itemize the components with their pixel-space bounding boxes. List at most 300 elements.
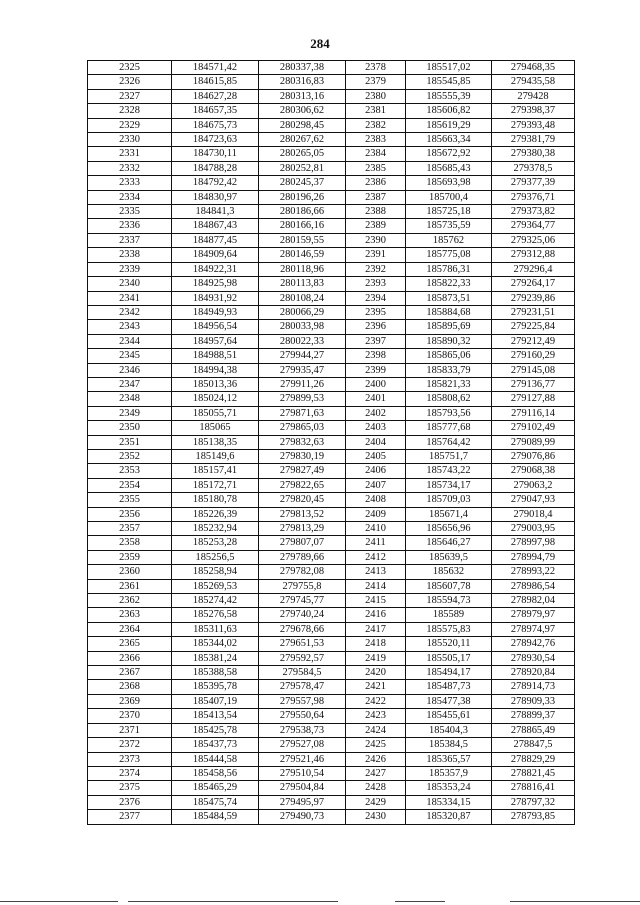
- table-cell: 278997,98: [492, 536, 575, 550]
- table-cell: 2426: [346, 752, 406, 766]
- table-cell: 279495,97: [259, 795, 346, 809]
- table-cell: 278865,49: [492, 723, 575, 737]
- table-cell: 185465,29: [172, 781, 259, 795]
- table-cell: 2386: [346, 176, 406, 190]
- table-cell: 279102,49: [492, 421, 575, 435]
- table-cell: 184867,43: [172, 219, 259, 233]
- table-cell: 279380,38: [492, 147, 575, 161]
- table-cell: 280265,05: [259, 147, 346, 161]
- table-cell: 2406: [346, 464, 406, 478]
- table-cell: 2362: [88, 594, 172, 608]
- table-cell: 185413,54: [172, 709, 259, 723]
- table-cell: 185065: [172, 421, 259, 435]
- table-cell: 2419: [346, 651, 406, 665]
- table-cell: 184627,28: [172, 89, 259, 103]
- table-cell: 2389: [346, 219, 406, 233]
- table-cell: 279865,03: [259, 421, 346, 435]
- table-cell: 280337,38: [259, 61, 346, 75]
- table-row: [88, 507, 575, 521]
- table-row: [88, 75, 575, 89]
- table-cell: 185157,41: [172, 464, 259, 478]
- table-cell: 2396: [346, 320, 406, 334]
- table-row: [88, 622, 575, 636]
- table-cell: 185320,87: [406, 810, 492, 824]
- table-cell: 2366: [88, 651, 172, 665]
- table-cell: 278974,97: [492, 622, 575, 636]
- table-cell: 2364: [88, 622, 172, 636]
- table-cell: 280118,96: [259, 262, 346, 276]
- table-cell: 185344,02: [172, 637, 259, 651]
- table-cell: 279160,29: [492, 349, 575, 363]
- table-cell: 279231,51: [492, 305, 575, 319]
- table-cell: 279325,06: [492, 233, 575, 247]
- table-cell: 2342: [88, 305, 172, 319]
- table-cell: 185632: [406, 565, 492, 579]
- table-cell: 2341: [88, 291, 172, 305]
- table-cell: 2427: [346, 766, 406, 780]
- table-cell: 2377: [88, 810, 172, 824]
- table-row: [88, 392, 575, 406]
- table-row: [88, 406, 575, 420]
- table-cell: 185455,61: [406, 709, 492, 723]
- table-row: [88, 694, 575, 708]
- table-cell: 278899,37: [492, 709, 575, 723]
- table-row: [88, 377, 575, 391]
- table-cell: 185672,92: [406, 147, 492, 161]
- table-cell: 185365,57: [406, 752, 492, 766]
- table-cell: 2409: [346, 507, 406, 521]
- table-cell: 280245,37: [259, 176, 346, 190]
- table-cell: 2343: [88, 320, 172, 334]
- table-cell: 185437,73: [172, 738, 259, 752]
- table-row: [88, 104, 575, 118]
- table-cell: 184723,63: [172, 133, 259, 147]
- table-cell: 185890,32: [406, 334, 492, 348]
- table-cell: 2363: [88, 608, 172, 622]
- table-cell: 279832,63: [259, 435, 346, 449]
- table-cell: 185743,22: [406, 464, 492, 478]
- table-cell: 185458,56: [172, 766, 259, 780]
- table-cell: 279651,53: [259, 637, 346, 651]
- table-cell: 278797,32: [492, 795, 575, 809]
- table-cell: 279521,46: [259, 752, 346, 766]
- table-cell: 279911,26: [259, 377, 346, 391]
- table-cell: 279740,24: [259, 608, 346, 622]
- table-cell: 279127,88: [492, 392, 575, 406]
- table-cell: 185180,78: [172, 493, 259, 507]
- table-cell: 2401: [346, 392, 406, 406]
- table-cell: 278994,79: [492, 550, 575, 564]
- table-cell: 185407,19: [172, 694, 259, 708]
- table-row: [88, 680, 575, 694]
- table-row: [88, 435, 575, 449]
- table-cell: 279312,88: [492, 248, 575, 262]
- table-cell: 184925,98: [172, 277, 259, 291]
- coordinates-table-body: [88, 61, 575, 825]
- table-cell: 185172,71: [172, 478, 259, 492]
- table-cell: 279782,08: [259, 565, 346, 579]
- table-cell: 185269,53: [172, 579, 259, 593]
- table-cell: 184675,73: [172, 118, 259, 132]
- table-cell: 2387: [346, 190, 406, 204]
- table-cell: 2329: [88, 118, 172, 132]
- table-row: [88, 262, 575, 276]
- table-cell: 2375: [88, 781, 172, 795]
- table-cell: 185606,82: [406, 104, 492, 118]
- table-row: [88, 795, 575, 809]
- table-cell: 2423: [346, 709, 406, 723]
- table-cell: 280113,83: [259, 277, 346, 291]
- table-cell: 185425,78: [172, 723, 259, 737]
- table-row: [88, 651, 575, 665]
- table-cell: 2390: [346, 233, 406, 247]
- table-cell: 185777,68: [406, 421, 492, 435]
- table-row: [88, 579, 575, 593]
- table-row: [88, 666, 575, 680]
- table-cell: 279789,66: [259, 550, 346, 564]
- table-cell: 2398: [346, 349, 406, 363]
- table-cell: 185895,69: [406, 320, 492, 334]
- table-cell: 278986,54: [492, 579, 575, 593]
- table-cell: 185685,43: [406, 161, 492, 175]
- table-row: [88, 536, 575, 550]
- table-cell: 185024,12: [172, 392, 259, 406]
- table-cell: 2360: [88, 565, 172, 579]
- table-cell: 279364,77: [492, 219, 575, 233]
- table-cell: 280033,98: [259, 320, 346, 334]
- table-cell: 2402: [346, 406, 406, 420]
- table-cell: 2370: [88, 709, 172, 723]
- table-cell: 2365: [88, 637, 172, 651]
- table-cell: 2334: [88, 190, 172, 204]
- table-cell: 2361: [88, 579, 172, 593]
- table-cell: 184994,38: [172, 363, 259, 377]
- table-cell: 2325: [88, 61, 172, 75]
- table-row: [88, 781, 575, 795]
- table-cell: 278982,04: [492, 594, 575, 608]
- table-cell: 279807,07: [259, 536, 346, 550]
- table-cell: 2327: [88, 89, 172, 103]
- table-cell: 2340: [88, 277, 172, 291]
- table-cell: 278914,73: [492, 680, 575, 694]
- table-cell: 2388: [346, 205, 406, 219]
- table-cell: 185138,35: [172, 435, 259, 449]
- table-cell: 279145,08: [492, 363, 575, 377]
- table-cell: 185822,33: [406, 277, 492, 291]
- table-cell: 2369: [88, 694, 172, 708]
- table-cell: 185276,58: [172, 608, 259, 622]
- table-cell: 184571,42: [172, 61, 259, 75]
- table-cell: 2429: [346, 795, 406, 809]
- footer-rule: [510, 901, 640, 902]
- table-cell: 2373: [88, 752, 172, 766]
- table-row: [88, 305, 575, 319]
- table-cell: 185494,17: [406, 666, 492, 680]
- table-cell: 2332: [88, 161, 172, 175]
- table-cell: 185884,68: [406, 305, 492, 319]
- table-cell: 184657,35: [172, 104, 259, 118]
- table-cell: 2356: [88, 507, 172, 521]
- table-cell: 185646,27: [406, 536, 492, 550]
- table-cell: 185775,08: [406, 248, 492, 262]
- table-row: [88, 608, 575, 622]
- table-cell: 2384: [346, 147, 406, 161]
- table-cell: 2421: [346, 680, 406, 694]
- table-row: [88, 118, 575, 132]
- footer-rule: [0, 901, 118, 902]
- table-cell: 2394: [346, 291, 406, 305]
- table-cell: 279578,47: [259, 680, 346, 694]
- table-cell: 2353: [88, 464, 172, 478]
- table-row: [88, 565, 575, 579]
- table-cell: 2418: [346, 637, 406, 651]
- table-cell: 278816,41: [492, 781, 575, 795]
- table-cell: 279376,71: [492, 190, 575, 204]
- table-row: [88, 478, 575, 492]
- table-cell: 278793,85: [492, 810, 575, 824]
- table-cell: 280066,29: [259, 305, 346, 319]
- table-cell: 185764,42: [406, 435, 492, 449]
- table-cell: 279063,2: [492, 478, 575, 492]
- table-cell: 184909,64: [172, 248, 259, 262]
- table-cell: 2352: [88, 449, 172, 463]
- table-cell: 279820,45: [259, 493, 346, 507]
- table-cell: 2411: [346, 536, 406, 550]
- table-cell: 279003,95: [492, 522, 575, 536]
- table-cell: 280159,55: [259, 233, 346, 247]
- table-cell: 279527,08: [259, 738, 346, 752]
- table-cell: 2403: [346, 421, 406, 435]
- table-cell: 185388,58: [172, 666, 259, 680]
- table-cell: 2326: [88, 75, 172, 89]
- table-cell: 279373,82: [492, 205, 575, 219]
- table-cell: 184792,42: [172, 176, 259, 190]
- table-cell: 278930,54: [492, 651, 575, 665]
- table-cell: 185639,5: [406, 550, 492, 564]
- table-row: [88, 277, 575, 291]
- table-cell: 184877,45: [172, 233, 259, 247]
- table-cell: 279490,73: [259, 810, 346, 824]
- table-cell: 185762: [406, 233, 492, 247]
- table-cell: 2346: [88, 363, 172, 377]
- table-cell: 2407: [346, 478, 406, 492]
- table-cell: 280252,81: [259, 161, 346, 175]
- table-cell: 2337: [88, 233, 172, 247]
- table-cell: 185475,74: [172, 795, 259, 809]
- table-cell: 2351: [88, 435, 172, 449]
- table-cell: 2415: [346, 594, 406, 608]
- table-cell: 278829,29: [492, 752, 575, 766]
- table-cell: 185055,71: [172, 406, 259, 420]
- table-cell: 279116,14: [492, 406, 575, 420]
- table-cell: 185873,51: [406, 291, 492, 305]
- table-cell: 279678,66: [259, 622, 346, 636]
- table-cell: 279296,4: [492, 262, 575, 276]
- table-cell: 279068,38: [492, 464, 575, 478]
- page-number: 284: [310, 36, 330, 51]
- table-cell: 184931,92: [172, 291, 259, 305]
- table-cell: 184922,31: [172, 262, 259, 276]
- table-cell: 185725,18: [406, 205, 492, 219]
- table-row: [88, 637, 575, 651]
- table-cell: 184615,85: [172, 75, 259, 89]
- table-row: [88, 190, 575, 204]
- table-cell: 280196,26: [259, 190, 346, 204]
- table-cell: 185619,29: [406, 118, 492, 132]
- table-cell: 2420: [346, 666, 406, 680]
- table-cell: 279538,73: [259, 723, 346, 737]
- table-cell: 185258,94: [172, 565, 259, 579]
- table-cell: 2410: [346, 522, 406, 536]
- table-row: [88, 522, 575, 536]
- table-cell: 2397: [346, 334, 406, 348]
- table-cell: 279398,37: [492, 104, 575, 118]
- table-cell: 185353,24: [406, 781, 492, 795]
- table-cell: 280313,16: [259, 89, 346, 103]
- table-cell: 278942,76: [492, 637, 575, 651]
- table-row: [88, 709, 575, 723]
- table-cell: 279381,79: [492, 133, 575, 147]
- table-cell: 2380: [346, 89, 406, 103]
- table-row: [88, 176, 575, 190]
- table-cell: 2347: [88, 377, 172, 391]
- table-row: [88, 334, 575, 348]
- table-cell: 279076,86: [492, 449, 575, 463]
- table-row: [88, 89, 575, 103]
- table-cell: 185693,98: [406, 176, 492, 190]
- table-cell: 185793,56: [406, 406, 492, 420]
- table-cell: 2391: [346, 248, 406, 262]
- table-cell: 279830,19: [259, 449, 346, 463]
- table-cell: 185384,5: [406, 738, 492, 752]
- table-cell: 185357,9: [406, 766, 492, 780]
- table-cell: 2422: [346, 694, 406, 708]
- table-cell: 2330: [88, 133, 172, 147]
- table-cell: 278909,33: [492, 694, 575, 708]
- table-cell: 2379: [346, 75, 406, 89]
- table-cell: 279557,98: [259, 694, 346, 708]
- table-cell: 279435,58: [492, 75, 575, 89]
- table-cell: 185232,94: [172, 522, 259, 536]
- table-cell: 184788,28: [172, 161, 259, 175]
- table-row: [88, 810, 575, 824]
- table-row: [88, 594, 575, 608]
- table-cell: 2338: [88, 248, 172, 262]
- table-row: [88, 766, 575, 780]
- table-cell: 2331: [88, 147, 172, 161]
- footer-rule: [128, 901, 338, 902]
- table-cell: 2395: [346, 305, 406, 319]
- table-cell: 185334,15: [406, 795, 492, 809]
- table-cell: 2359: [88, 550, 172, 564]
- table-cell: 279871,63: [259, 406, 346, 420]
- table-row: [88, 291, 575, 305]
- table-cell: 2412: [346, 550, 406, 564]
- table-cell: 279504,84: [259, 781, 346, 795]
- table-cell: 185656,96: [406, 522, 492, 536]
- table-cell: 2339: [88, 262, 172, 276]
- table-cell: 280146,59: [259, 248, 346, 262]
- table-cell: 185487,73: [406, 680, 492, 694]
- table-cell: 2357: [88, 522, 172, 536]
- table-cell: 279468,35: [492, 61, 575, 75]
- table-row: [88, 233, 575, 247]
- table-cell: 279225,84: [492, 320, 575, 334]
- table-cell: 2374: [88, 766, 172, 780]
- table-cell: 185865,06: [406, 349, 492, 363]
- table-cell: 185786,31: [406, 262, 492, 276]
- table-row: [88, 219, 575, 233]
- table-cell: 185821,33: [406, 377, 492, 391]
- table-cell: 185013,36: [172, 377, 259, 391]
- table-cell: 2413: [346, 565, 406, 579]
- table-cell: 279212,49: [492, 334, 575, 348]
- table-cell: 185735,59: [406, 219, 492, 233]
- table-cell: 185833,79: [406, 363, 492, 377]
- table-row: [88, 421, 575, 435]
- table-cell: 2405: [346, 449, 406, 463]
- table-cell: 185520,11: [406, 637, 492, 651]
- table-row: [88, 320, 575, 334]
- table-cell: 2368: [88, 680, 172, 694]
- table-cell: 2372: [88, 738, 172, 752]
- table-row: [88, 752, 575, 766]
- table-cell: 2354: [88, 478, 172, 492]
- table-cell: 2355: [88, 493, 172, 507]
- table-cell: 2424: [346, 723, 406, 737]
- table-cell: 279584,5: [259, 666, 346, 680]
- table-cell: 184730,11: [172, 147, 259, 161]
- table-row: [88, 363, 575, 377]
- table-cell: 185594,73: [406, 594, 492, 608]
- table-cell: 2416: [346, 608, 406, 622]
- table-cell: 2358: [88, 536, 172, 550]
- table-cell: 279377,39: [492, 176, 575, 190]
- table-row: [88, 493, 575, 507]
- table-cell: 185311,63: [172, 622, 259, 636]
- table-cell: 2344: [88, 334, 172, 348]
- table-cell: 2381: [346, 104, 406, 118]
- table-cell: 279592,57: [259, 651, 346, 665]
- table-cell: 279827,49: [259, 464, 346, 478]
- coordinates-table: [87, 60, 575, 825]
- footer-rule: [395, 901, 445, 902]
- table-cell: 185444,58: [172, 752, 259, 766]
- table-cell: 2393: [346, 277, 406, 291]
- table-cell: 2378: [346, 61, 406, 75]
- table-cell: 279745,77: [259, 594, 346, 608]
- table-cell: 185477,38: [406, 694, 492, 708]
- table-cell: 2399: [346, 363, 406, 377]
- table-cell: 185545,85: [406, 75, 492, 89]
- table-cell: 2348: [88, 392, 172, 406]
- table-cell: 2371: [88, 723, 172, 737]
- table-cell: 279944,27: [259, 349, 346, 363]
- table-cell: 185575,83: [406, 622, 492, 636]
- table-cell: 184841,3: [172, 205, 259, 219]
- table-cell: 280316,83: [259, 75, 346, 89]
- table-row: [88, 161, 575, 175]
- table-cell: 279813,29: [259, 522, 346, 536]
- table-cell: 2392: [346, 262, 406, 276]
- table-cell: 279089,99: [492, 435, 575, 449]
- table-cell: 2333: [88, 176, 172, 190]
- table-cell: 279899,53: [259, 392, 346, 406]
- table-cell: 279935,47: [259, 363, 346, 377]
- table-row: [88, 147, 575, 161]
- table-cell: 2425: [346, 738, 406, 752]
- table-cell: 184830,97: [172, 190, 259, 204]
